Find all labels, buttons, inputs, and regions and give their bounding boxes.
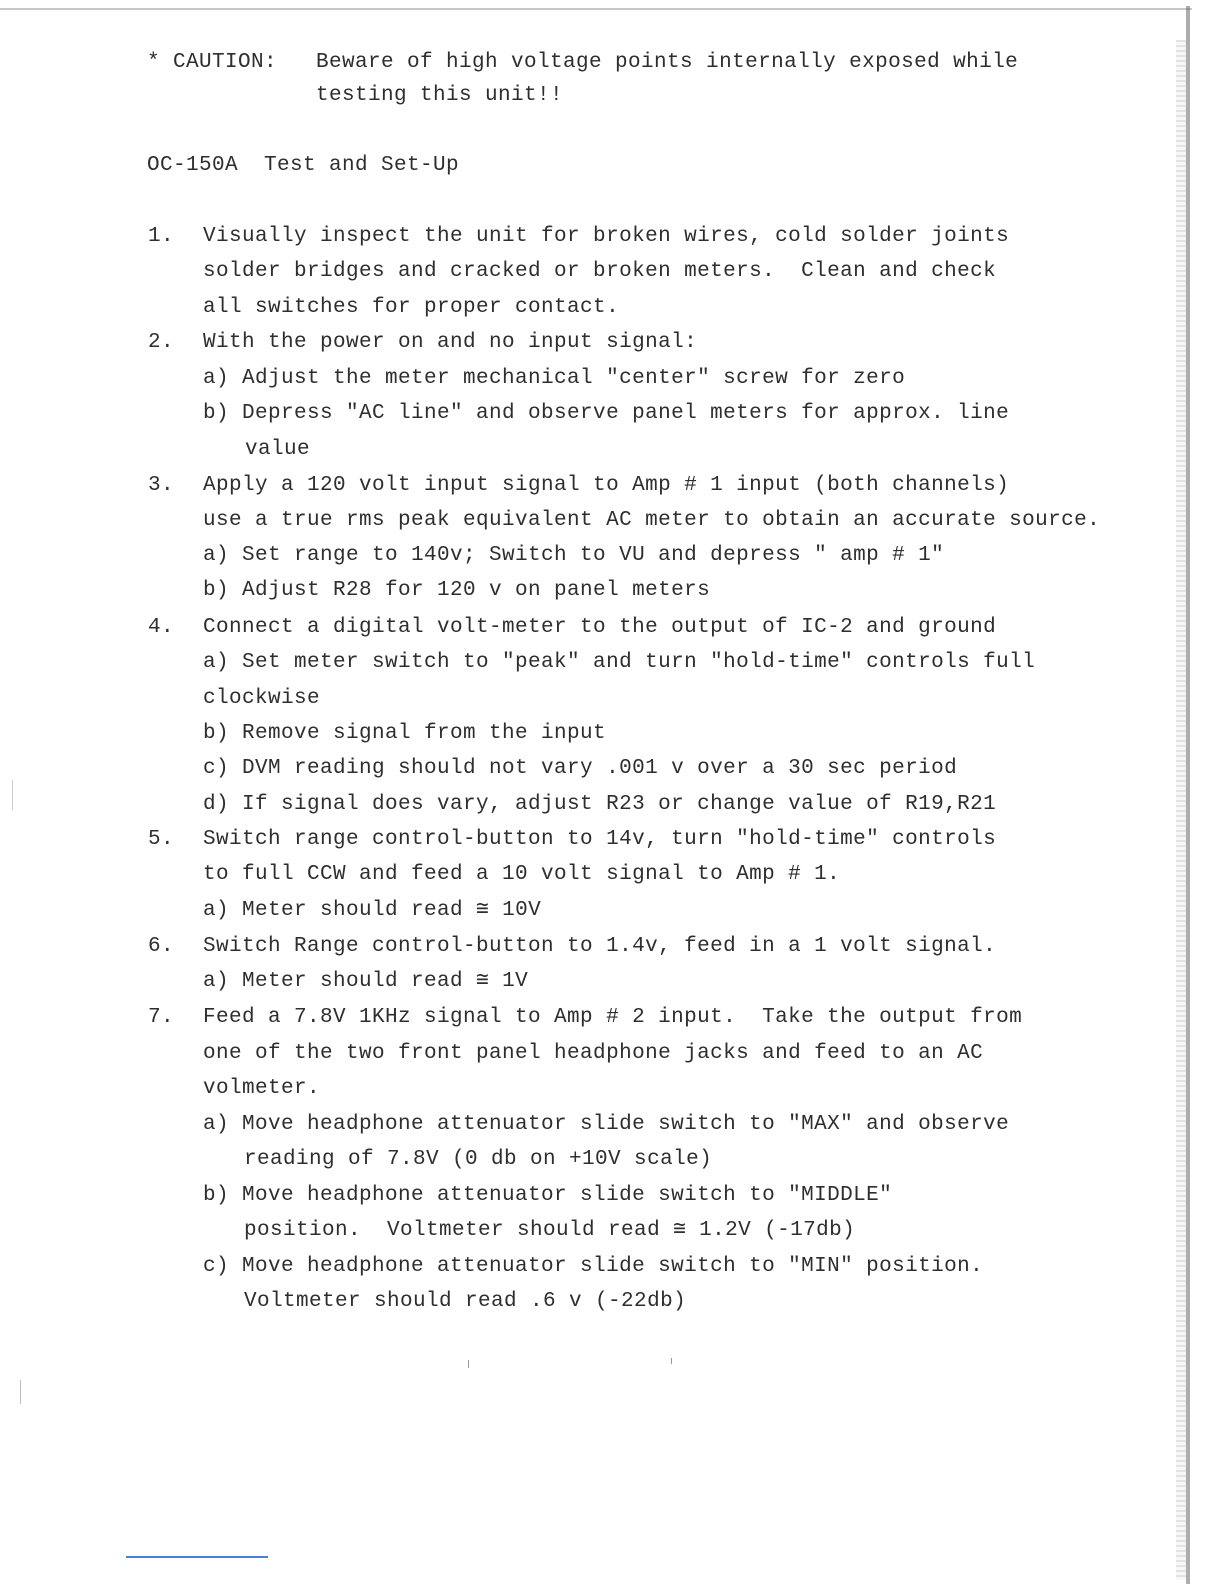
step-number: 4. <box>148 616 175 639</box>
step-line: Voltmeter should read .6 v (-22db) <box>244 1290 687 1313</box>
step-line: Visually inspect the unit for broken wires, cold solder joints <box>203 225 1010 248</box>
step-line: a) Set range to 140v; Switch to VU and depress " amp # 1" <box>203 544 945 567</box>
step-line: volmeter. <box>203 1077 321 1100</box>
step-line: a) Meter should read ≅ 10V <box>203 899 542 922</box>
step-line: a) Move headphone attenuator slide switch to "MAX" and observe <box>203 1113 1010 1136</box>
document-title: OC-150A Test and Set-Up <box>147 154 460 177</box>
step-line: Apply a 120 volt input signal to Amp # 1 input (both channels) <box>203 474 1010 497</box>
step-line: b) Remove signal from the input <box>203 722 607 745</box>
caution-text-line: Beware of high voltage points internally exposed while <box>316 51 1019 74</box>
step-line: Feed a 7.8V 1KHz signal to Amp # 2 input. Take the output from <box>203 1006 1023 1029</box>
step-line: Connect a digital volt-meter to the output of IC-2 and ground <box>203 616 997 639</box>
page-right-edge <box>1186 6 1190 1584</box>
step-line: use a true rms peak equivalent AC meter to obtain an accurate source. <box>203 509 1101 532</box>
scan-speck <box>671 1358 672 1364</box>
scan-speck <box>12 780 13 810</box>
step-number: 5. <box>148 828 175 851</box>
step-line: a) Meter should read ≅ 1V <box>203 970 529 993</box>
bottom-underline-artifact <box>126 1556 268 1558</box>
step-line: to full CCW and feed a 10 volt signal to Amp # 1. <box>203 863 841 886</box>
step-line: b) Depress "AC line" and observe panel meters for approx. line <box>203 402 1010 425</box>
scan-speck <box>468 1360 469 1368</box>
caution-label: * CAUTION: <box>147 51 278 74</box>
step-line: value <box>245 438 311 461</box>
step-line: all switches for proper contact. <box>203 296 620 319</box>
step-line: c) DVM reading should not vary .001 v over a 30 sec period <box>203 757 958 780</box>
step-line: a) Adjust the meter mechanical "center" screw for zero <box>203 367 906 390</box>
step-number: 6. <box>148 935 175 958</box>
step-line: position. Voltmeter should read ≅ 1.2V (-17db) <box>244 1219 856 1242</box>
step-line: reading of 7.8V (0 db on +10V scale) <box>244 1148 713 1171</box>
step-number: 3. <box>148 474 175 497</box>
step-line: Switch Range control-button to 1.4v, feed in a 1 volt signal. <box>203 935 997 958</box>
step-line: b) Move headphone attenuator slide switch to "MIDDLE" <box>203 1184 893 1207</box>
page-right-shadow <box>1176 40 1186 1580</box>
step-line: one of the two front panel headphone jacks and feed to an AC <box>203 1042 984 1065</box>
page-top-edge <box>0 8 1192 10</box>
step-line: a) Set meter switch to "peak" and turn "hold-time" controls full <box>203 651 1036 674</box>
step-line: Switch range control-button to 14v, turn "hold-time" controls <box>203 828 997 851</box>
caution-text-line: testing this unit!! <box>316 84 564 107</box>
step-line: d) If signal does vary, adjust R23 or change value of R19,R21 <box>203 793 997 816</box>
scan-speck <box>20 1380 21 1404</box>
step-line: b) Adjust R28 for 120 v on panel meters <box>203 579 711 602</box>
step-line: c) Move headphone attenuator slide switch to "MIN" position. <box>203 1255 984 1278</box>
step-number: 1. <box>148 225 175 248</box>
step-number: 2. <box>148 331 175 354</box>
step-line: With the power on and no input signal: <box>203 331 698 354</box>
step-line: clockwise <box>203 687 321 710</box>
step-line: solder bridges and cracked or broken meters. Clean and check <box>203 260 997 283</box>
step-number: 7. <box>148 1006 175 1029</box>
